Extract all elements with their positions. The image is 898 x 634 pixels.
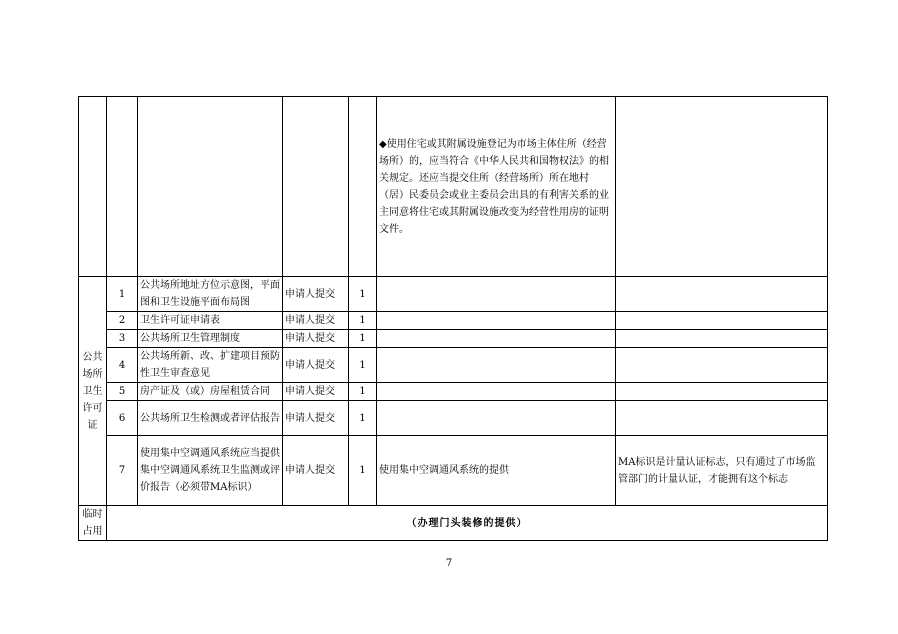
source-cell: 申请人提交 <box>283 348 349 383</box>
count-cell: 1 <box>349 436 377 506</box>
requirement-cell <box>377 312 616 330</box>
source-cell <box>283 97 349 277</box>
count-cell: 1 <box>349 312 377 330</box>
category-cell: 公共场所卫生许可证 <box>79 277 107 506</box>
table-row <box>79 312 828 330</box>
count-cell: 1 <box>349 348 377 383</box>
note-cell <box>616 277 828 312</box>
requirement-cell: 使用集中空调通风系统的提供 <box>377 436 616 506</box>
material-name-cell: 卫生许可证申请表 <box>138 312 283 330</box>
material-name-cell: 公共场所卫生管理制度 <box>138 330 283 348</box>
material-name-cell: 公共场所地址方位示意图，平面图和卫生设施平面布局图 <box>138 277 283 312</box>
note-cell <box>616 330 828 348</box>
source-cell: 申请人提交 <box>283 436 349 506</box>
material-name-cell: 公共场所卫生检测或者评估报告 <box>138 401 283 436</box>
requirement-cell <box>377 330 616 348</box>
number-cell: 3 <box>107 330 138 348</box>
number-cell: 2 <box>107 312 138 330</box>
number-cell: 7 <box>107 436 138 506</box>
requirements-table <box>78 96 828 541</box>
requirement-cell <box>377 401 616 436</box>
count-cell <box>349 97 377 277</box>
number-cell: 5 <box>107 383 138 401</box>
source-cell: 申请人提交 <box>283 312 349 330</box>
count-cell: 1 <box>349 401 377 436</box>
continued-row <box>79 97 828 277</box>
material-name-cell: 房产证及（或）房屋租赁合同 <box>138 383 283 401</box>
source-cell: 申请人提交 <box>283 383 349 401</box>
source-cell: 申请人提交 <box>283 277 349 312</box>
number-cell: 4 <box>107 348 138 383</box>
source-cell: 申请人提交 <box>283 401 349 436</box>
note-cell: MA标识是计量认证标志，只有通过了市场监管部门的计量认证，才能拥有这个标志 <box>616 436 828 506</box>
table-row <box>79 401 828 436</box>
number-cell: 1 <box>107 277 138 312</box>
material-name-cell <box>138 97 283 277</box>
requirement-cell <box>377 348 616 383</box>
table-row <box>79 383 828 401</box>
requirement-cell <box>377 383 616 401</box>
requirement-cell <box>377 277 616 312</box>
temporary-row <box>79 506 828 541</box>
number-cell: 6 <box>107 401 138 436</box>
count-cell: 1 <box>349 383 377 401</box>
source-cell: 申请人提交 <box>283 330 349 348</box>
table-row <box>79 330 828 348</box>
table-row <box>79 277 828 312</box>
note-cell <box>616 383 828 401</box>
count-cell: 1 <box>349 277 377 312</box>
note-cell <box>616 312 828 330</box>
count-cell: 1 <box>349 330 377 348</box>
banner-cell: （办理门头装修的提供） <box>107 506 828 541</box>
requirement-cell: ◆使用住宅或其附属设施登记为市场主体住所（经营场所）的，应当符合《中华人民共和国物权法》的相关规定。还应当提交住所（经营场所）所在地村（居）民委员会或业主委员会出具的有利害关系的业主同意将住宅或其附属设施改变为经营性用房的证明文件。 <box>377 97 616 277</box>
note-cell <box>616 348 828 383</box>
table-row <box>79 348 828 383</box>
note-cell <box>616 97 828 277</box>
page-number: 7 <box>445 558 453 569</box>
material-name-cell: 公共场所新、改、扩建项目预防性卫生审查意见 <box>138 348 283 383</box>
table-row <box>79 436 828 506</box>
category-cell: 临时占用 <box>79 506 107 541</box>
category-cell <box>79 97 107 277</box>
number-cell <box>107 97 138 277</box>
material-name-cell: 使用集中空调通风系统应当提供集中空调通风系统卫生监测或评价报告（必须带MA标识） <box>138 436 283 506</box>
note-cell <box>616 401 828 436</box>
